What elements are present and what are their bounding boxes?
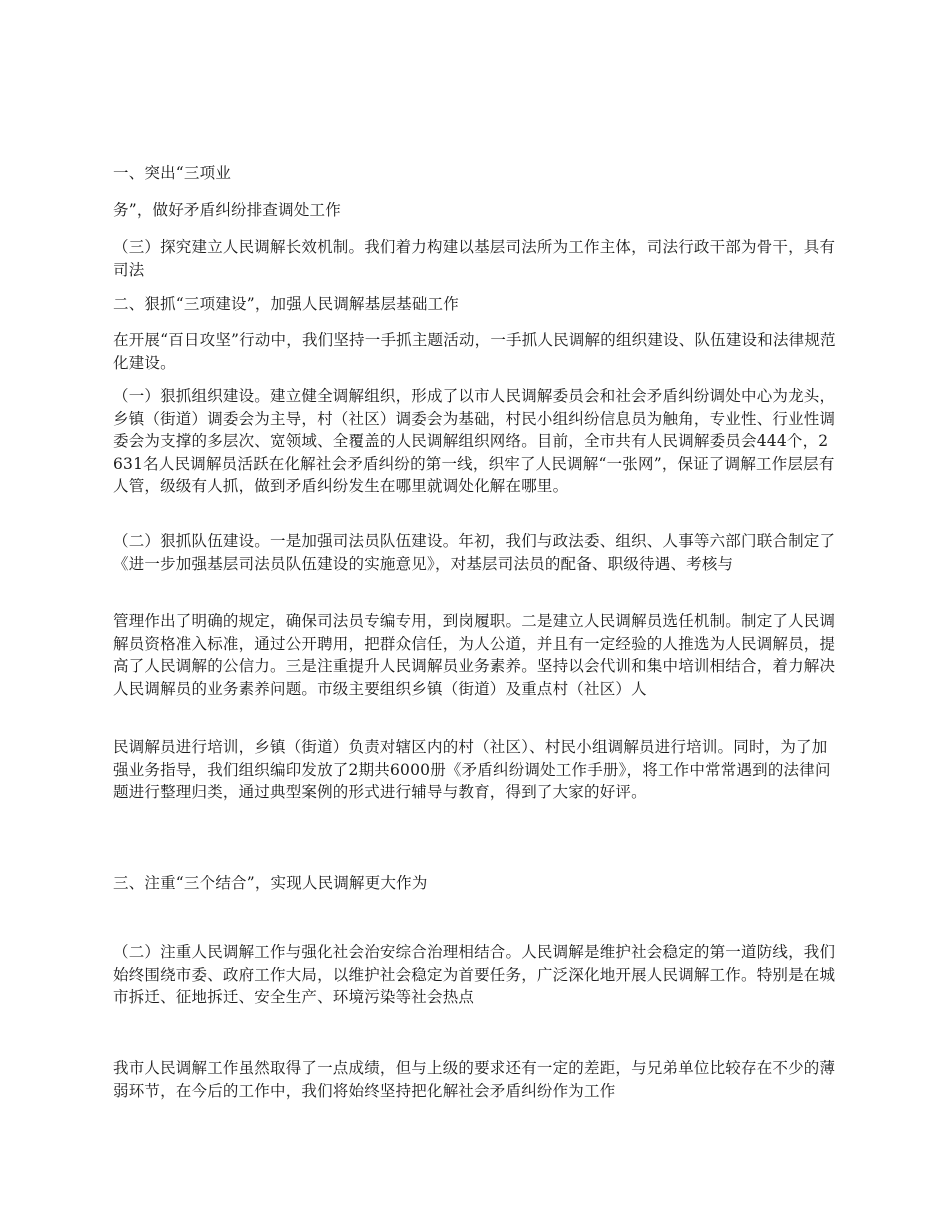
paragraph-public-security: （二）注重人民调解工作与强化社会治安综合治理相结合。人民调解是维护社会稳定的第一道防线，我们始终围绕市委、政府工作大局，以维护社会稳定为首要任务，广泛深化地开展人民调解工作。特别是在城市拆迁、征地拆迁、安全生产、环境污染等社会热点 xyxy=(113,943,836,1006)
paragraph-intro-campaign: 在开展“百日攻坚”行动中，我们坚持一手抓主题活动，一手抓人民调解的组织建设、队伍建设和法律规范化建设。 xyxy=(113,331,836,372)
section-heading-2: 二、狠抓“三项建设”，加强人民调解基层基础工作 xyxy=(113,295,459,313)
paragraph-management: 管理作出了明确的规定，确保司法员专编专用，到岗履职。二是建立人民调解员选任机制。制定了人民调解员资格准入标准，通过公开聘用，把群众信任，为人公道，并且有一定经验的人推选为人民调解员，提高了人民调解的公信力。三是注重提升人民调解员业务素养。坚持以会代训和集中培训相结合，着力解决人民调解员的业务素养问题。市级主要组织乡镇（街道）及重点村（社区）人 xyxy=(113,612,836,698)
paragraph-long-term-mechanism: （三）探究建立人民调解长效机制。我们着力构建以基层司法所为工作主体，司法行政干部为骨干，具有司法 xyxy=(113,238,836,279)
section-heading-3: 三、注重“三个结合”，实现人民调解更大作为 xyxy=(113,874,428,892)
section-heading-1-part-1: 一、突出“三项业 xyxy=(113,164,232,182)
paragraph-training: 民调解员进行培训，乡镇（街道）负责对辖区内的村（社区）、村民小组调解员进行培训。同时，为了加强业务指导，我们组织编印发放了2期共6000册《矛盾纠纷调处工作手册》，将工作中常常遇到的法律问题进行整理归类，通过典型案例的形式进行辅导与教育，得到了大家的好评。 xyxy=(113,738,831,801)
section-heading-1-part-2: 务”，做好矛盾纠纷排查调处工作 xyxy=(113,201,341,219)
paragraph-team-building: （二）狠抓队伍建设。一是加强司法员队伍建设。年初，我们与政法委、组织、人事等六部门联合制定了《进一步加强基层司法员队伍建设的实施意见》，对基层司法员的配备、职级待遇、考核与 xyxy=(113,532,836,573)
paragraph-organization-building: （一）狠抓组织建设。建立健全调解组织，形成了以市人民调解委员会和社会矛盾纠纷调处中心为龙头，乡镇（街道）调委会为主导，村（社区）调委会为基础，村民小组纠纷信息员为触角，专业性、行业性调委会为支撑的多层次、宽领域、全覆盖的人民调解组织网络。目前，全市共有人民调解委员会444个，2631名人民调解员活跃在化解社会矛盾纠纷的第一线，织牢了人民调解“一张网”，保证了调解工作层层有人管，级级有人抓，做到矛盾纠纷发生在哪里就调处化解在哪里。 xyxy=(113,387,836,495)
paragraph-conclusion: 我市人民调解工作虽然取得了一点成绩，但与上级的要求还有一定的差距，与兄弟单位比较存在不少的薄弱环节，在今后的工作中，我们将始终坚持把化解社会矛盾纠纷作为工作 xyxy=(113,1059,836,1100)
